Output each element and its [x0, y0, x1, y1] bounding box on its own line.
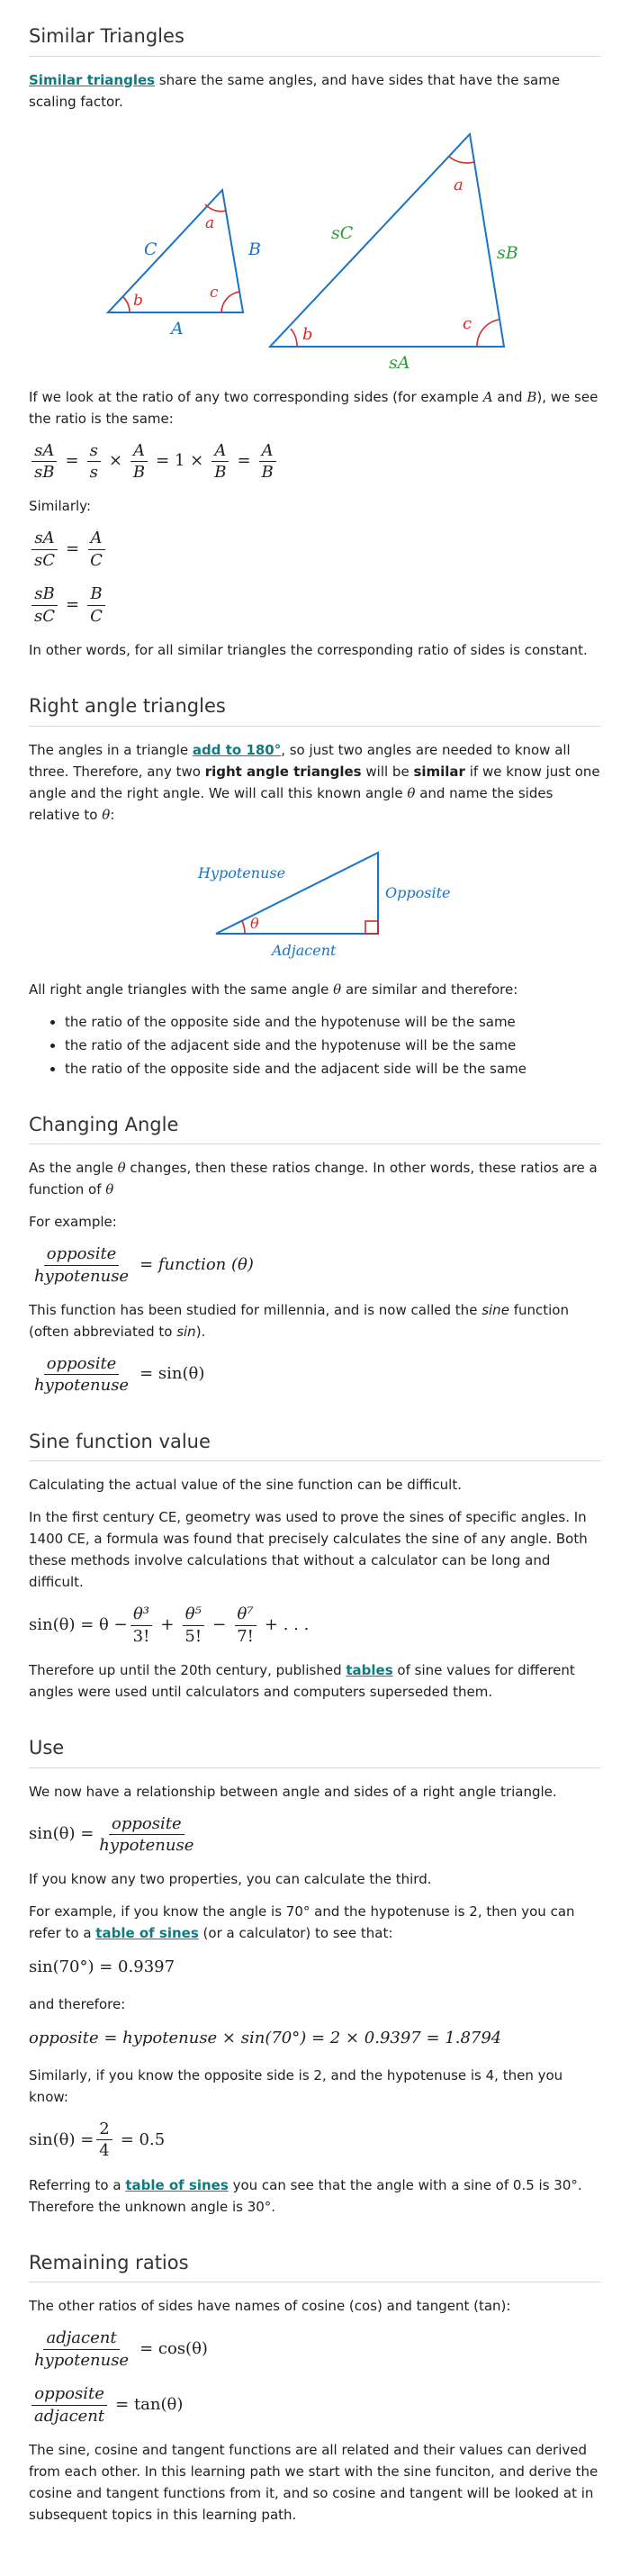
- list-item: • the ratio of the opposite side and the hypotenuse will be the same: [65, 1011, 601, 1033]
- history-paragraph: In the first century CE, geometry was used to prove the sines of specific angles. In 1400 CE, a formula was found that precisely calculates the sine of any angle. Both these methods involve calculations that without a calculator can be long and difficult.: [29, 1509, 588, 1591]
- for-example-text: For example:: [29, 1214, 117, 1231]
- ratio-list: [29, 1011, 601, 1080]
- big-side-c-label: sC: [331, 222, 354, 243]
- section-title: Remaining ratios: [29, 2248, 601, 2283]
- big-angle-b-label: b: [302, 324, 313, 344]
- sine-name-paragraph: This function has been studied for millennia, and is now called the sine function (often abbreviated to sin).: [29, 1301, 569, 1340]
- conclusion-paragraph: In other words, for all similar triangles the corresponding ratio of sides is constant.: [29, 641, 588, 658]
- small-angle-b-label: b: [133, 291, 143, 310]
- lookup-paragraph: Referring to a table of sines you can see that the angle with a sine of 0.5 is 30°. Therefore the unknown angle is 30°.: [29, 2176, 582, 2215]
- similar-triangles-link[interactable]: Similar triangles: [29, 71, 156, 88]
- intro-paragraph: Similar triangles share the same angles, and have sides that have the same scaling factor.: [29, 71, 561, 110]
- section-title: Use: [29, 1733, 601, 1768]
- half-equation: sin(θ) = $\frac{2}{4}$ = 0.5: [29, 2120, 166, 2161]
- list-item: • the ratio of the opposite side and the adjacent side will be the same: [65, 1058, 601, 1080]
- small-angle-a-label: a: [205, 213, 215, 232]
- small-angle-c-arc: [221, 292, 239, 312]
- second-example-paragraph: Similarly, if you know the opposite side is 2, and the hypotenuse is 4, then you know:: [29, 2067, 563, 2106]
- tangent-equation: $\frac{\text{opposite}}{\text{adjacent}}$ = tan(θ): [29, 2383, 601, 2427]
- table-of-sines-link-2[interactable]: table of sines: [125, 2176, 229, 2193]
- similarly-text: Similarly:: [29, 498, 92, 515]
- section-similar-triangles: [29, 22, 601, 661]
- theta-arc: [242, 921, 245, 934]
- small-side-a-label: A: [171, 318, 184, 339]
- list-item: • the ratio of the adjacent side and the hypotenuse will be the same: [65, 1035, 601, 1056]
- small-angle-c-label: c: [210, 283, 219, 302]
- section-use: [29, 1733, 601, 2218]
- tables-paragraph: Therefore up until the 20th century, published tables of sine values for different angles were used until calculators and computers superseded them.: [29, 1662, 575, 1701]
- sine-equation: $\frac{\text{opposite}}{\text{hypotenuse}}$ = sin(θ): [34, 1353, 205, 1396]
- section-changing-angle: [29, 1110, 601, 1396]
- opposite-label: Opposite: [385, 883, 450, 901]
- big-angle-c-arc: [477, 320, 499, 347]
- related-functions-paragraph: The sine, cosine and tangent functions are all related and their values can derived from each other. In this learning path we start with the sine funciton, and derive the cosine and tangent functions from it, and so cosine and tangent will be looked at in subsequent topics in this learning path.: [29, 2441, 598, 2523]
- small-side-b-label: B: [248, 239, 261, 259]
- big-side-b-label: sB: [497, 242, 518, 263]
- sin70-equation: sin(70°) = 0.9397: [29, 1957, 176, 1977]
- taylor-series-equation: sin(θ) = θ − $\frac{\text{θ³}}{3!}$ + $\frac{\text{θ⁵}}{5!}$ − $\frac{\text{θ⁷}}{7!}$ + . . .: [29, 1604, 310, 1646]
- section-title: Right angle triangles: [29, 691, 601, 727]
- section-sine-function-value: [29, 1427, 601, 1703]
- changing-intro-paragraph: As the angle θ changes, then these ratios change. In other words, these ratios are a function of θ: [29, 1160, 598, 1198]
- right-intro-paragraph: The angles in a triangle add to 180°, so just two angles are needed to know all three. Therefore, any two right angle triangles will be similar if we know just one angle and the right angle. We will call this known angle θ and name the sides relative to θ:: [29, 741, 600, 823]
- big-angle-a-arc: [449, 157, 474, 163]
- right-triangle-figure: [180, 836, 450, 963]
- section-remaining-ratios: [29, 2248, 601, 2526]
- difficulty-paragraph: Calculating the actual value of the sine function can be difficult.: [29, 1477, 463, 1494]
- cosine-equation: $\frac{\text{adjacent}}{\text{hypotenuse}}$ = cos(θ): [34, 2328, 208, 2370]
- example-paragraph: For example, if you know the angle is 70° and the hypotenuse is 2, then you can refer to a table of sines (or a calculator) to see that:: [29, 1903, 575, 1942]
- adjacent-label: Adjacent: [272, 941, 337, 959]
- small-angle-b-arc: [123, 297, 130, 312]
- relationship-paragraph: We now have a relationship between angle and sides of a right angle triangle.: [29, 1783, 557, 1800]
- two-properties-paragraph: If you know any two properties, you can calculate the third.: [29, 1871, 432, 1888]
- similar-triangles-figure: [29, 123, 601, 380]
- theta-label: θ: [250, 914, 259, 932]
- big-angle-a-label: a: [454, 175, 464, 194]
- ratio-equation: $\frac{sA}{sB}$ = $\frac{s}{s}$ × $\frac{A}{B}$ = 1 × $\frac{A}{B}$ = $\frac{A}{B}$: [29, 440, 601, 484]
- function-equation: $\frac{\text{opposite}}{\text{hypotenuse}}$ = function (θ): [34, 1244, 254, 1286]
- right-summary-paragraph: All right angle triangles with the same angle θ are similar and therefore:: [29, 981, 518, 998]
- add-to-180-link[interactable]: add to 180°: [192, 741, 282, 758]
- small-triangle: [108, 190, 243, 312]
- section-title: Changing Angle: [29, 1110, 601, 1145]
- hypotenuse-label: Hypotenuse: [198, 863, 286, 881]
- ratio-equation-sb: $\frac{sB}{sC}$ = $\frac{B}{C}$: [29, 583, 601, 627]
- small-side-c-label: C: [144, 239, 158, 259]
- and-therefore-text: and therefore:: [29, 1996, 126, 2013]
- ratio-equation-sc: $\frac{sA}{sC}$ = $\frac{A}{C}$: [29, 528, 601, 571]
- big-angle-b-arc: [291, 329, 297, 347]
- opposite-calculation-equation: opposite = hypotenuse × sin(70°) = 2 × 0.9397 = 1.8794: [29, 2029, 502, 2048]
- big-side-a-label: sA: [389, 352, 410, 373]
- ratio-paragraph: If we look at the ratio of any two corresponding sides (for example A and B), we see the ratio is the same:: [29, 388, 598, 427]
- section-right-angle-triangles: [29, 691, 601, 1080]
- section-title: Sine function value: [29, 1427, 601, 1462]
- tables-link[interactable]: tables: [346, 1662, 393, 1679]
- section-title: Similar Triangles: [29, 22, 601, 57]
- big-angle-c-label: c: [463, 313, 472, 333]
- sine-definition-equation: sin(θ) = $\frac{\text{opposite}}{\text{hypotenuse}}$: [29, 1813, 194, 1856]
- table-of-sines-link[interactable]: table of sines: [95, 1925, 199, 1942]
- right-angle-marker: [365, 921, 378, 934]
- other-ratios-paragraph: The other ratios of sides have names of cosine (cos) and tangent (tan):: [29, 2298, 511, 2315]
